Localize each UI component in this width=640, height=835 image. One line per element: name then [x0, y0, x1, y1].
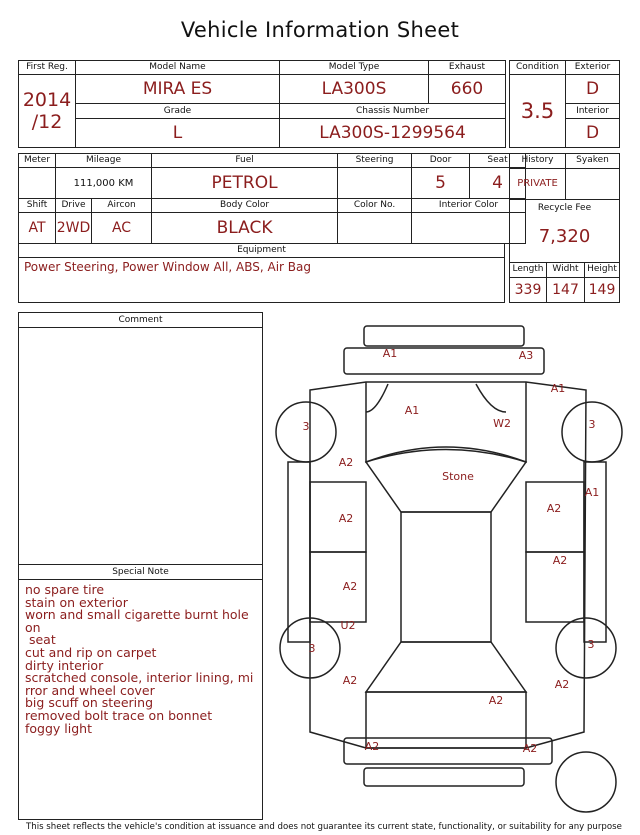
car-damage-diagram	[266, 312, 626, 820]
comment-label: Comment	[19, 313, 262, 328]
equipment-value: Power Steering, Power Window All, ABS, Air Bag	[24, 260, 312, 274]
model-name-label: Model Name	[76, 61, 280, 75]
mileage-label: Mileage	[56, 154, 152, 168]
recycle-fee-label: Recycle Fee	[537, 203, 592, 214]
width-value: 147	[547, 277, 585, 302]
damage-mark: Stone	[442, 470, 474, 483]
drive-value: 2WD	[56, 213, 92, 244]
condition-table	[509, 60, 620, 148]
damage-mark: A1	[550, 382, 566, 395]
recycle-fee-cell	[510, 200, 620, 263]
front-bumper-top	[364, 326, 524, 346]
syaken-value	[566, 168, 620, 199]
damage-mark: A2	[522, 742, 538, 755]
left-rocker	[288, 462, 310, 642]
mileage-value: 111,000 KM	[56, 168, 152, 199]
wheel-front-right	[562, 402, 622, 462]
damage-mark: 3	[587, 638, 595, 651]
interior-value: D	[566, 118, 620, 147]
fuel-label: Fuel	[152, 154, 338, 168]
body-color-value: BLACK	[152, 213, 338, 244]
damage-mark: 3	[302, 420, 310, 433]
chassis-value: LA300S-1299564	[280, 118, 506, 147]
equipment-box	[18, 243, 505, 303]
damage-mark: U2	[340, 619, 356, 632]
exhaust-value: 660	[429, 75, 506, 104]
comment-area	[19, 328, 262, 565]
height-label: Height	[585, 263, 620, 278]
damage-mark: 3	[588, 418, 596, 431]
meter-value	[19, 168, 56, 199]
comment-panel	[18, 312, 263, 820]
model-name-value: MIRA ES	[76, 75, 280, 104]
exhaust-label: Exhaust	[429, 61, 506, 75]
damage-mark: W2	[493, 417, 511, 430]
equipment-label: Equipment	[19, 243, 504, 258]
damage-mark: 3	[308, 642, 316, 655]
width-label: Widht	[547, 263, 585, 278]
special-note-item: big scuff on steering	[25, 695, 154, 711]
color-no-label: Color No.	[338, 198, 412, 212]
aircon-label: Aircon	[92, 198, 152, 212]
disclaimer-footer: This sheet reflects the vehicle's condition at issuance and does not guarantee its current state, functionality, or suitability for any purpose	[26, 822, 622, 832]
damage-mark: A1	[382, 347, 398, 360]
special-note-item: worn and small cigarette burnt hole on seat	[25, 607, 249, 648]
interior-label: Interior	[566, 104, 620, 118]
special-note-item: foggy light	[25, 720, 92, 736]
meter-label: Meter	[19, 154, 56, 168]
shift-label: Shift	[19, 198, 56, 212]
damage-mark: A2	[554, 678, 570, 691]
special-note-list	[19, 580, 262, 739]
damage-mark: A2	[338, 456, 354, 469]
fuel-value: PETROL	[152, 168, 338, 199]
steering-value	[338, 168, 412, 199]
history-value: PRIVATE	[510, 168, 566, 199]
condition-label: Condition	[510, 61, 566, 75]
model-type-label: Model Type	[280, 61, 429, 75]
length-value: 339	[510, 277, 547, 302]
condition-value: 3.5	[510, 75, 566, 148]
interior-color-label: Interior Color	[412, 198, 526, 212]
damage-mark: A2	[342, 580, 358, 593]
right-front-door	[526, 482, 584, 552]
damage-mark: A2	[488, 694, 504, 707]
drive-label: Drive	[56, 198, 92, 212]
rear-bumper-bottom	[364, 768, 524, 786]
damage-mark: A1	[584, 486, 600, 499]
front-bumper	[344, 348, 544, 374]
special-note-item: stain on exterior	[25, 594, 128, 610]
length-label: Length	[510, 263, 547, 278]
special-note-item: scratched console, interior lining, mi rror and wheel cover	[25, 670, 254, 698]
seat-label: Seat	[470, 154, 526, 168]
body-outline	[310, 382, 586, 748]
special-note-label: Special Note	[19, 565, 262, 580]
body-color-label: Body Color	[152, 198, 338, 212]
rear-window	[366, 642, 526, 692]
first-reg-label: First Reg.	[19, 61, 76, 75]
shift-value: AT	[19, 213, 56, 244]
door-value: 5	[412, 168, 470, 199]
hood-corner-right	[476, 384, 506, 412]
history-label: History	[510, 154, 566, 169]
steering-label: Steering	[338, 154, 412, 168]
damage-mark: A2	[338, 512, 354, 525]
recycle-fee-value: 7,320	[538, 226, 591, 248]
exterior-value: D	[566, 75, 620, 104]
height-value: 149	[585, 277, 620, 302]
syaken-label: Syaken	[566, 154, 620, 169]
damage-mark: A2	[342, 674, 358, 687]
special-note-item: no spare tire	[25, 582, 105, 597]
aircon-value: AC	[92, 213, 152, 244]
chassis-label: Chassis Number	[280, 104, 506, 118]
grade-label: Grade	[76, 104, 280, 118]
damage-mark: A2	[364, 740, 380, 753]
hood-corner-left	[366, 384, 388, 412]
model-type-value: LA300S	[280, 75, 429, 104]
seat-value: 4	[470, 168, 526, 199]
exterior-label: Exterior	[566, 61, 620, 75]
grade-value: L	[76, 118, 280, 147]
vehicle-id-table	[18, 60, 506, 148]
left-rear-door	[310, 552, 366, 622]
door-label: Door	[412, 154, 470, 168]
vehicle-spec-table	[18, 153, 526, 244]
damage-mark: A2	[546, 502, 562, 515]
special-note-item: dirty interior	[25, 657, 104, 673]
wheel-rear-right	[556, 618, 616, 678]
page-title: Vehicle Information Sheet	[180, 18, 460, 42]
first-reg-value: 2014 /12	[19, 75, 76, 148]
damage-mark: A1	[404, 404, 420, 417]
history-table	[509, 153, 620, 303]
roof	[401, 512, 491, 642]
special-note-item: cut and rip on carpet	[25, 644, 157, 660]
damage-mark: A2	[552, 554, 568, 567]
damage-mark: A3	[518, 349, 534, 362]
spare-wheel	[556, 752, 616, 812]
special-note-item: removed bolt trace on bonnet	[25, 707, 213, 723]
color-no-value	[338, 213, 412, 244]
